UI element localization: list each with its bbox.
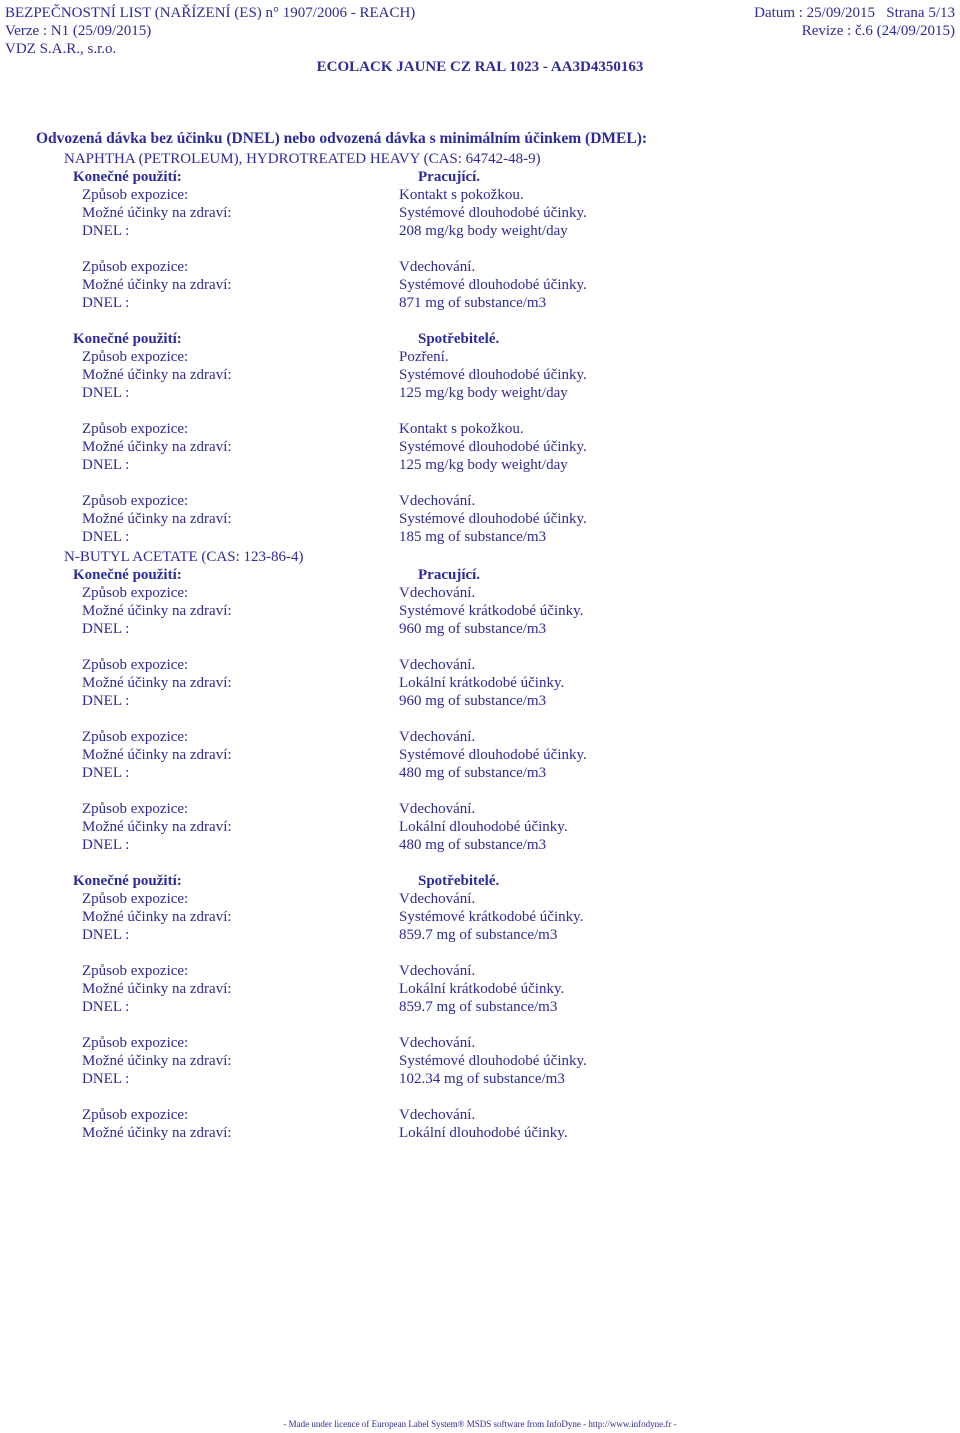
health-effects-label: Možné účinky na zdraví:: [82, 981, 232, 997]
exposure-label: Způsob expozice:: [82, 421, 189, 437]
dnel-label: DNEL :: [82, 1071, 130, 1087]
section-title: Odvozená dávka bez účinku (DNEL) nebo odvozená dávka s minimálním účinkem (DMEL):: [36, 130, 648, 147]
final-use-value: Pracující.: [418, 567, 481, 583]
final-use-label: Konečné použití:: [73, 567, 182, 583]
exposure-label: Způsob expozice:: [82, 259, 189, 275]
health-effects-label: Možné účinky na zdraví:: [82, 819, 232, 835]
final-use-value: Spotřebitelé.: [418, 873, 500, 889]
dnel-label: DNEL :: [82, 223, 130, 239]
exposure-value: Pozření.: [399, 349, 449, 365]
health-effects-label: Možné účinky na zdraví:: [82, 675, 232, 691]
dnel-label: DNEL :: [82, 765, 130, 781]
substance-name: NAPHTHA (PETROLEUM), HYDROTREATED HEAVY (CAS: 64742-48-9): [64, 151, 541, 167]
exposure-label: Způsob expozice:: [82, 349, 189, 365]
dnel-label: DNEL :: [82, 837, 130, 853]
exposure-label: Způsob expozice:: [82, 493, 189, 509]
product-name: ECOLACK JAUNE CZ RAL 1023 - AA3D4350163: [316, 59, 644, 75]
health-effects-value: Systémové dlouhodobé účinky.: [399, 439, 587, 455]
document-version: Verze : N1 (25/09/2015): [5, 23, 152, 39]
dnel-label: DNEL :: [82, 621, 130, 637]
dnel-value: 960 mg of substance/m3: [399, 621, 547, 637]
health-effects-label: Možné účinky na zdraví:: [82, 603, 232, 619]
exposure-value: Vdechování.: [399, 1107, 476, 1123]
health-effects-label: Možné účinky na zdraví:: [82, 367, 232, 383]
dnel-label: DNEL :: [82, 999, 130, 1015]
dnel-value: 208 mg/kg body weight/day: [399, 223, 568, 239]
final-use-label: Konečné použití:: [73, 873, 182, 889]
health-effects-value: Systémové dlouhodobé účinky.: [399, 205, 587, 221]
exposure-value: Vdechování.: [399, 1035, 476, 1051]
health-effects-label: Možné účinky na zdraví:: [82, 909, 232, 925]
dnel-value: 480 mg of substance/m3: [399, 837, 547, 853]
final-use-value: Spotřebitelé.: [418, 331, 500, 347]
final-use-value: Pracující.: [418, 169, 481, 185]
exposure-label: Způsob expozice:: [82, 585, 189, 601]
health-effects-label: Možné účinky na zdraví:: [82, 747, 232, 763]
document-date: Datum : 25/09/2015: [754, 5, 875, 21]
exposure-label: Způsob expozice:: [82, 1107, 189, 1123]
health-effects-label: Možné účinky na zdraví:: [82, 511, 232, 527]
health-effects-value: Lokální dlouhodobé účinky.: [399, 1125, 568, 1141]
health-effects-value: Systémové krátkodobé účinky.: [399, 909, 584, 925]
final-use-label: Konečné použití:: [73, 169, 182, 185]
exposure-label: Způsob expozice:: [82, 187, 189, 203]
health-effects-value: Systémové dlouhodobé účinky.: [399, 367, 587, 383]
dnel-label: DNEL :: [82, 457, 130, 473]
exposure-label: Způsob expozice:: [82, 1035, 189, 1051]
health-effects-label: Možné účinky na zdraví:: [82, 439, 232, 455]
health-effects-value: Systémové dlouhodobé účinky.: [399, 277, 587, 293]
dnel-label: DNEL :: [82, 529, 130, 545]
document-revision: Revize : č.6 (24/09/2015): [801, 23, 955, 39]
health-effects-value: Systémové dlouhodobé účinky.: [399, 511, 587, 527]
exposure-value: Vdechování.: [399, 657, 476, 673]
exposure-label: Způsob expozice:: [82, 801, 189, 817]
dnel-value: 859.7 mg of substance/m3: [399, 999, 558, 1015]
exposure-value: Vdechování.: [399, 891, 476, 907]
footer-note: - Made under licence of European Label System® MSDS software from InfoDyne - http://www.infodyne.fr -: [283, 1419, 677, 1429]
exposure-value: Vdechování.: [399, 801, 476, 817]
dnel-label: DNEL :: [82, 927, 130, 943]
final-use-label: Konečné použití:: [73, 331, 182, 347]
dnel-label: DNEL :: [82, 295, 130, 311]
health-effects-label: Možné účinky na zdraví:: [82, 1053, 232, 1069]
health-effects-label: Možné účinky na zdraví:: [82, 277, 232, 293]
date-and-page: [754, 4, 955, 22]
dnel-value: 185 mg of substance/m3: [399, 529, 547, 545]
exposure-value: Vdechování.: [399, 963, 476, 979]
health-effects-value: Systémové dlouhodobé účinky.: [399, 747, 587, 763]
dnel-label: DNEL :: [82, 693, 130, 709]
page-number: Strana 5/13: [886, 5, 955, 21]
health-effects-value: Systémové dlouhodobé účinky.: [399, 1053, 587, 1069]
health-effects-label: Možné účinky na zdraví:: [82, 1125, 232, 1141]
exposure-label: Způsob expozice:: [82, 963, 189, 979]
substance-name: N-BUTYL ACETATE (CAS: 123-86-4): [64, 549, 304, 565]
exposure-label: Způsob expozice:: [82, 729, 189, 745]
dnel-value: 102.34 mg of substance/m3: [399, 1071, 565, 1087]
exposure-value: Vdechování.: [399, 585, 476, 601]
dnel-label: DNEL :: [82, 385, 130, 401]
dnel-value: 960 mg of substance/m3: [399, 693, 547, 709]
exposure-label: Způsob expozice:: [82, 891, 189, 907]
document-title: BEZPEČNOSTNÍ LIST (NAŘÍZENÍ (ES) n° 1907/2006 - REACH): [5, 5, 416, 21]
dnel-value: 871 mg of substance/m3: [399, 295, 547, 311]
exposure-value: Vdechování.: [399, 259, 476, 275]
exposure-value: Kontakt s pokožkou.: [399, 421, 524, 437]
exposure-label: Způsob expozice:: [82, 657, 189, 673]
dnel-value: 480 mg of substance/m3: [399, 765, 547, 781]
exposure-value: Vdechování.: [399, 493, 476, 509]
exposure-value: Vdechování.: [399, 729, 476, 745]
exposure-value: Kontakt s pokožkou.: [399, 187, 524, 203]
health-effects-value: Lokální dlouhodobé účinky.: [399, 819, 568, 835]
dnel-value: 859.7 mg of substance/m3: [399, 927, 558, 943]
health-effects-value: Systémové krátkodobé účinky.: [399, 603, 584, 619]
dnel-value: 125 mg/kg body weight/day: [399, 385, 568, 401]
company-name: VDZ S.A.R., s.r.o.: [5, 41, 117, 57]
health-effects-value: Lokální krátkodobé účinky.: [399, 675, 565, 691]
health-effects-label: Možné účinky na zdraví:: [82, 205, 232, 221]
health-effects-value: Lokální krátkodobé účinky.: [399, 981, 565, 997]
dnel-value: 125 mg/kg body weight/day: [399, 457, 568, 473]
